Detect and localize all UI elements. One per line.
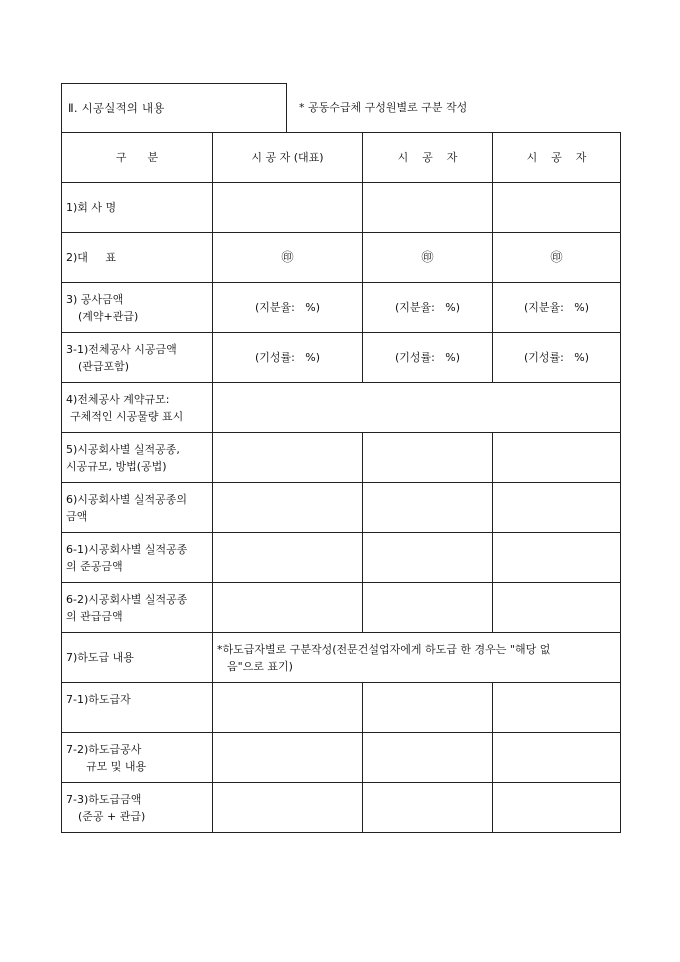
row-label-subcontract: 7)하도급 내용 [62, 633, 213, 683]
row-label-subcontract-work: 7-2)하도급공사 규모 및 내용 [62, 733, 213, 783]
header-contractor-3: 시 공 자 [493, 133, 621, 183]
seal-mark-rep: ㊞ [213, 233, 363, 283]
row-label-govsupply-amount: 6-2)시공회사별 실적공종 의 관급금액 [62, 583, 213, 633]
table-row [62, 333, 621, 383]
cell-work-type-2[interactable] [363, 433, 493, 483]
row-label-contract-amount: 3) 공사금액 (계약+관급) [62, 283, 213, 333]
cell-subwork-3[interactable] [493, 733, 621, 783]
section-note: * 공동수급체 구성원별로 구분 작성 [299, 101, 468, 114]
cell-company-rep[interactable] [213, 183, 363, 233]
row-label-completion-amount: 6-1)시공회사별 실적공종 의 준공금액 [62, 533, 213, 583]
table-row [62, 283, 621, 333]
row-label-work-amount: 6)시공회사별 실적공종의 금액 [62, 483, 213, 533]
share-ratio-rep[interactable]: (지분율: %) [213, 283, 363, 333]
table-row [62, 633, 621, 683]
cell-subwork-2[interactable] [363, 733, 493, 783]
header-contractor-2: 시 공 자 [363, 133, 493, 183]
cell-work-type-rep[interactable] [213, 433, 363, 483]
cell-work-amount-2[interactable] [363, 483, 493, 533]
cell-govsupply-rep[interactable] [213, 583, 363, 633]
table-row [62, 383, 621, 433]
cell-work-type-3[interactable] [493, 433, 621, 483]
cell-work-amount-3[interactable] [493, 483, 621, 533]
table-row [62, 733, 621, 783]
table-row [62, 483, 621, 533]
table-row [62, 533, 621, 583]
table-row [62, 183, 621, 233]
cell-subamount-2[interactable] [363, 783, 493, 833]
section-title-box [61, 83, 287, 132]
row-label-subcontract-amount: 7-3)하도급금액 (준공 + 관급) [62, 783, 213, 833]
cell-subcontractor-3[interactable] [493, 683, 621, 733]
section-title: Ⅱ. 시공실적의 내용 [68, 101, 165, 115]
seal-mark-3: ㊞ [493, 233, 621, 283]
subcontract-note: *하도급자별로 구분작성(전문건설업자에게 하도급 한 경우는 "해당 없 음"으로 표기) [213, 633, 621, 683]
cell-work-amount-rep[interactable] [213, 483, 363, 533]
share-ratio-2[interactable]: (지분율: %) [363, 283, 493, 333]
table-row [62, 683, 621, 733]
progress-ratio-2[interactable]: (기성률: %) [363, 333, 493, 383]
table-header-row [62, 133, 621, 183]
cell-contract-scale[interactable] [213, 383, 621, 433]
share-ratio-3[interactable]: (지분율: %) [493, 283, 621, 333]
cell-completion-rep[interactable] [213, 533, 363, 583]
cell-subcontractor-rep[interactable] [213, 683, 363, 733]
row-label-company-name: 1)회 사 명 [62, 183, 213, 233]
table-row [62, 233, 621, 283]
progress-ratio-rep[interactable]: (기성률: %) [213, 333, 363, 383]
cell-govsupply-3[interactable] [493, 583, 621, 633]
performance-table [61, 132, 621, 833]
cell-completion-2[interactable] [363, 533, 493, 583]
cell-company-3[interactable] [493, 183, 621, 233]
row-label-total-amount: 3-1)전체공사 시공금액 (관급포함) [62, 333, 213, 383]
cell-company-2[interactable] [363, 183, 493, 233]
header-category: 구 분 [62, 133, 213, 183]
cell-subwork-rep[interactable] [213, 733, 363, 783]
progress-ratio-3[interactable]: (기성률: %) [493, 333, 621, 383]
row-label-work-type: 5)시공회사별 실적공종, 시공규모, 방법(공법) [62, 433, 213, 483]
table-row [62, 433, 621, 483]
cell-govsupply-2[interactable] [363, 583, 493, 633]
table-row [62, 783, 621, 833]
row-label-representative: 2)대 표 [62, 233, 213, 283]
seal-mark-2: ㊞ [363, 233, 493, 283]
table-row [62, 583, 621, 633]
cell-subcontractor-2[interactable] [363, 683, 493, 733]
row-label-contract-scale: 4)전체공사 계약규모: 구체적인 시공물량 표시 [62, 383, 213, 433]
cell-subamount-3[interactable] [493, 783, 621, 833]
cell-subamount-rep[interactable] [213, 783, 363, 833]
cell-completion-3[interactable] [493, 533, 621, 583]
row-label-subcontractor: 7-1)하도급자 [62, 683, 213, 733]
header-contractor-rep: 시 공 자 (대표) [213, 133, 363, 183]
